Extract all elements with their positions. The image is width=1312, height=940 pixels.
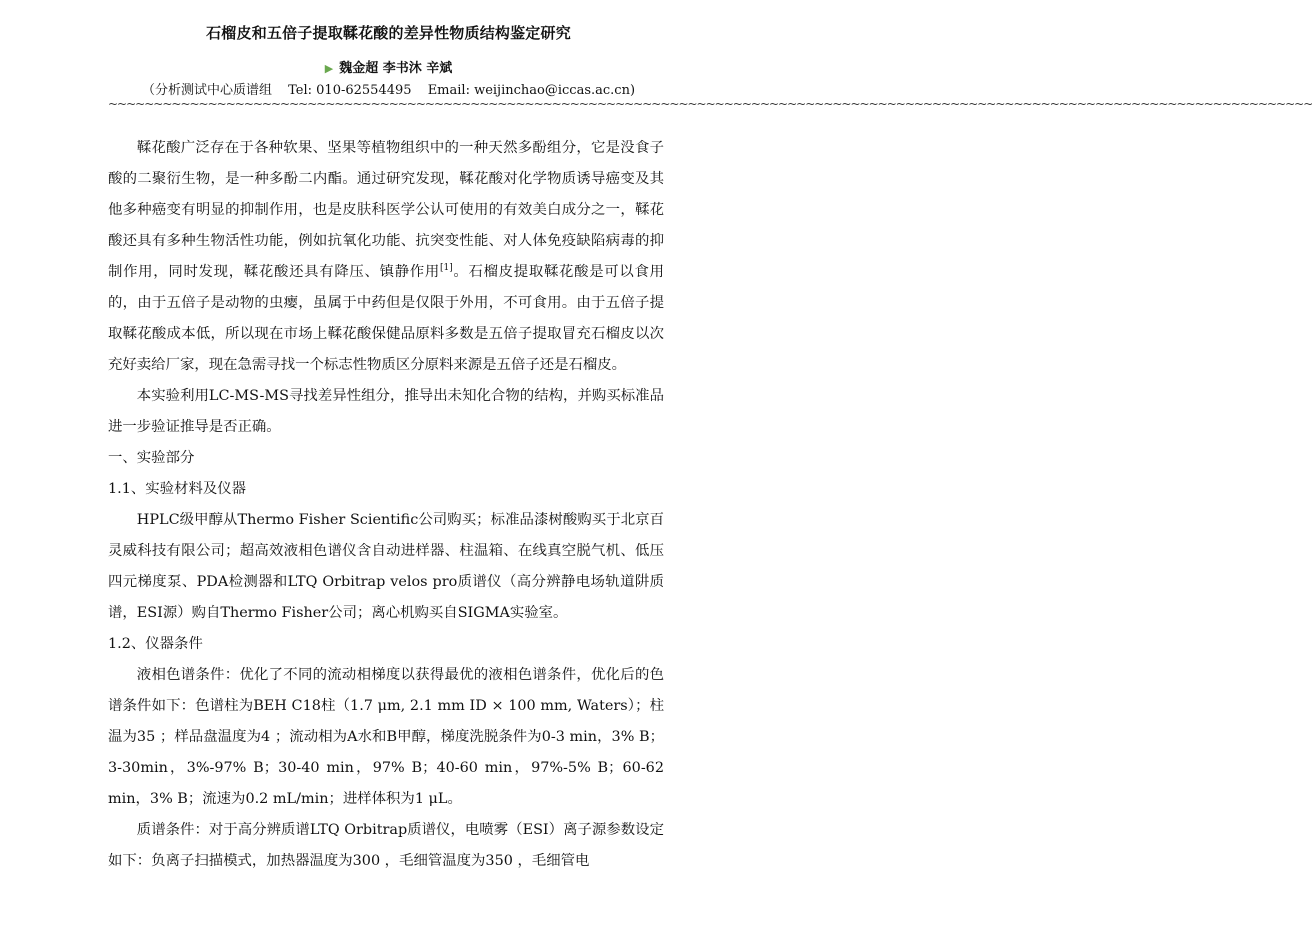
intro-paragraph-2: 本实验利用LC-MS-MS寻找差异性组分，推导出未知化合物的结构，并购买标准品进一步验证推导是否正确。 [108,388,664,435]
affiliation-email: Email: weijinchao@iccas.ac.cn) [427,83,636,98]
paper-title: 石榴皮和五倍子提取鞣花酸的差异性物质结构鉴定研究 [206,24,571,42]
wavy-divider: ~~~~~~~~~~~~~~~~~~~~~~~~~~~~~~~~~~~~~~~~~~~~~~~~~~~~~~~~~~~~~~~~~~~~~~~~~~~~~~~~~~~~~~~~~~~~~~~~~~~~~~~~~~~~~~~~~~~~~~~~~~~~~~~~~~~~~ [108,97,1312,111]
section-heading-experiment: 一、实验部分 [108,450,195,466]
triangle-bullet-icon: ▶ [324,62,334,75]
intro-text: 鞣花酸广泛存在于各种软果、坚果等植物组织中的一种天然多酚组分，它是没食子酸的二聚衍生物，是一种多酚二内酯。通过研究发现，鞣花酸对化学物质诱导癌变及其他多种癌变有明显的抑制作用，也是皮肤科医学公认可使用的有效美白成分之一，鞣花酸还具有多种生物活性功能，例如抗氧化功能、抗突变性能、对人体免疫缺陷病毒的抑制作用，同时发现，鞣花酸还具有降压、镇静作用 [108,140,664,280]
author-names: 魏金超 李书沐 辛斌 [339,61,453,76]
citation-ref: [1] [439,263,453,274]
affiliation-group: （分析测试中心质谱组 [141,83,272,98]
intro-paragraph-1 [108,133,664,381]
ms-conditions-paragraph: 质谱条件：对于高分辨质谱LTQ Orbitrap质谱仪，电喷雾（ESI）离子源参数设定如下：负离子扫描模式，加热器温度为300 ，毛细管温度为350 ，毛细管电 [108,822,664,869]
materials-paragraph: HPLC级甲醇从Thermo Fisher Scientific公司购买；标准品漆树酸购买于北京百灵威科技有限公司；超高效液相色谱仪含自动进样器、柱温箱、在线真空脱气机、低压四元梯度泵、PDA检测器和LTQ Orbitrap velos pro质谱仪（高分辨静电场轨道阱质谱，ESI源）购自Thermo Fisher公司；离心机购买自SIGMA实验室。 [108,512,664,621]
paper-body [108,133,664,877]
subsection-heading-materials: 1.1、实验材料及仪器 [108,481,247,497]
intro-text-tail: 。石榴皮提取鞣花酸是可以食用的，由于五倍子是动物的虫瘿，虽属于中药但是仅限于外用，不可食用。由于五倍子提取鞣花酸成本低，所以现在市场上鞣花酸保健品原料多数是五倍子提取冒充石榴皮以次充好卖给厂家，现在急需寻找一个标志性物质区分原料来源是五倍子还是石榴皮。 [108,264,664,373]
author-line [0,57,777,76]
affiliation-line [0,79,777,98]
lc-conditions-paragraph: 液相色谱条件：优化了不同的流动相梯度以获得最优的液相色谱条件，优化后的色谱条件如下：色谱柱为BEH C18柱（1.7 μm, 2.1 mm ID × 100 mm, Waters）；柱温为35 ；样品盘温度为4 ；流动相为A水和B甲醇，梯度洗脱条件为0-3 min，3% B；3-30min，3%-97% B；30-40 min，97% B；40-60 min，97%-5% B；60-62 min，3% B；流速为0.2 mL/min；进样体积为1 μL。 [108,667,664,807]
affiliation-tel: Tel: 010-62554495 [288,83,412,98]
subsection-heading-conditions: 1.2、仪器条件 [108,636,203,652]
